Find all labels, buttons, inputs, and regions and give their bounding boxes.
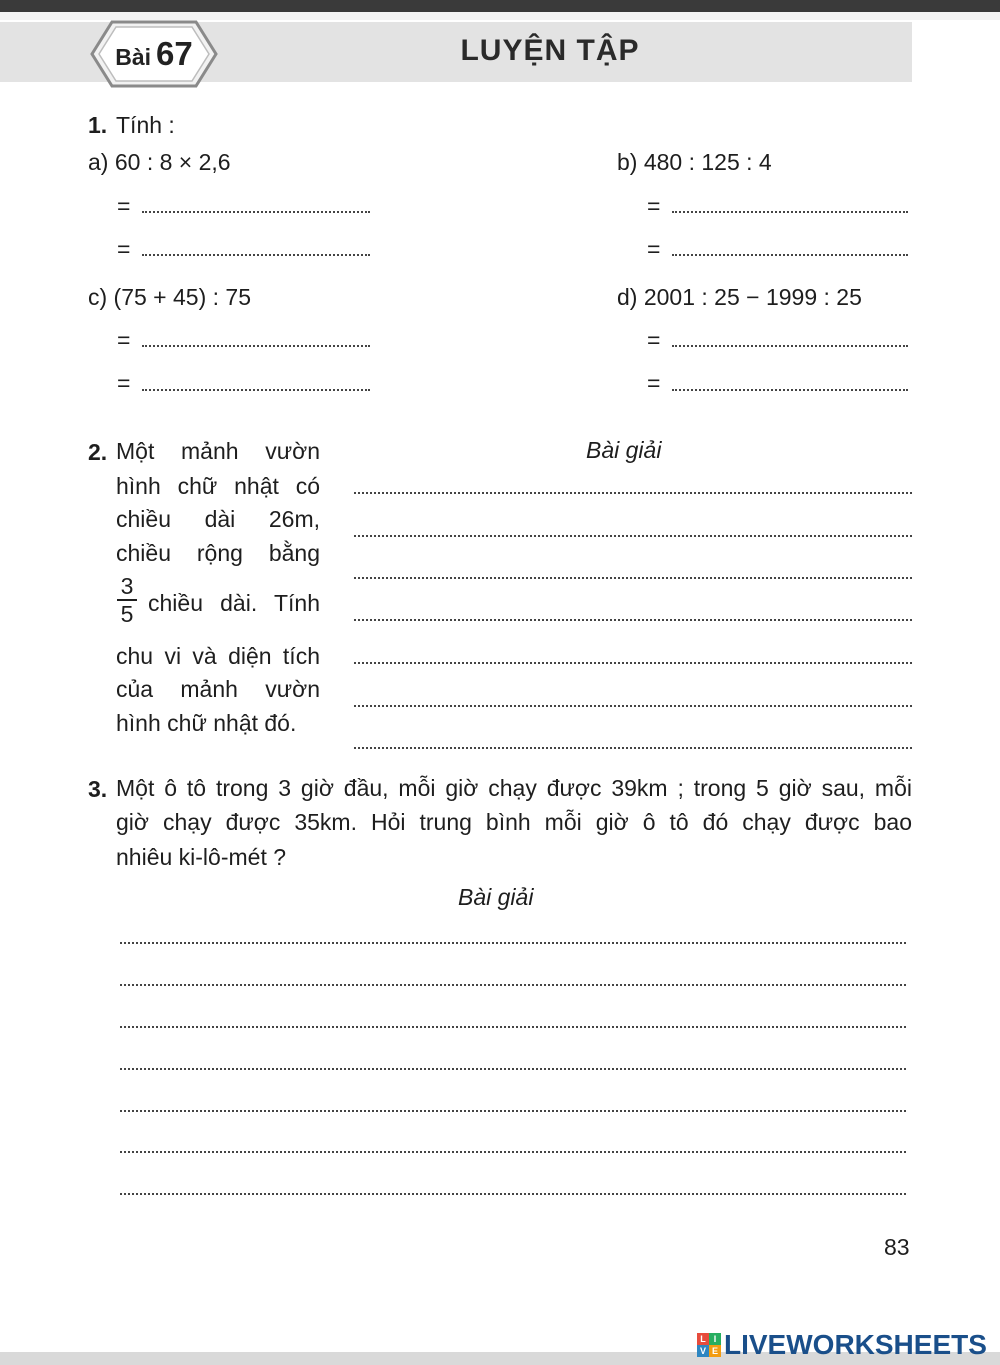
logo-icon-letter: I xyxy=(709,1333,721,1345)
ex1-b-answer-line-2[interactable] xyxy=(672,254,908,256)
ex2-answer-line-1[interactable] xyxy=(354,492,912,494)
logo-icon-letter: L xyxy=(697,1333,709,1345)
ex1-b-expression: b) 480 : 125 : 4 xyxy=(617,149,772,175)
ex2-text-line-1: Một mảnh vườn xyxy=(116,438,320,464)
ex1-d-eq-2: = xyxy=(647,370,661,396)
ex3-solution-label: Bài giải xyxy=(458,884,534,910)
ex1-number: 1. xyxy=(88,112,108,138)
ex1-d-expression: d) 2001 : 25 − 1999 : 25 xyxy=(617,284,862,310)
ex2-fraction-denominator: 5 xyxy=(120,601,134,627)
ex2-number: 2. xyxy=(88,439,108,465)
logo-icon-letter: E xyxy=(709,1345,721,1357)
ex3-number: 3. xyxy=(88,776,108,802)
badge-number: 67 xyxy=(156,35,193,72)
ex3-answer-line-1[interactable] xyxy=(120,942,906,944)
ex2-answer-line-2[interactable] xyxy=(354,535,912,537)
ex3-text-line-1: Một ô tô trong 3 giờ đầu, mỗi giờ chạy được 39km ; trong 5 giờ sau, mỗi xyxy=(116,775,912,801)
ex3-answer-line-5[interactable] xyxy=(120,1110,906,1112)
ex2-answer-line-7[interactable] xyxy=(354,747,912,749)
ex1-a-eq-2: = xyxy=(117,236,131,262)
ex3-answer-line-3[interactable] xyxy=(120,1026,906,1028)
ex1-c-expression: c) (75 + 45) : 75 xyxy=(88,284,251,310)
ex2-text-line-3: chiều dài 26m, xyxy=(116,506,320,532)
ex2-text-line-4: chiều rộng bằng xyxy=(116,540,320,566)
ex3-text-line-2: giờ chạy được 35km. Hỏi trung bình mỗi giờ ô tô đó chạy được bao xyxy=(116,809,912,835)
ex2-fraction-numerator: 3 xyxy=(120,573,134,599)
ex3-answer-line-7[interactable] xyxy=(120,1193,906,1195)
ex1-a-answer-line-1[interactable] xyxy=(142,211,370,213)
ex1-a-eq-1: = xyxy=(117,193,131,219)
ex2-answer-line-5[interactable] xyxy=(354,662,912,664)
ex2-text-line-7: của mảnh vườn xyxy=(116,676,320,702)
ex1-c-eq-2: = xyxy=(117,370,131,396)
page-title: LUYỆN TẬP xyxy=(460,34,640,67)
ex2-answer-line-6[interactable] xyxy=(354,705,912,707)
ex1-d-answer-line-2[interactable] xyxy=(672,389,908,391)
ex2-text-line-8: hình chữ nhật đó. xyxy=(116,710,297,736)
ex1-b-answer-line-1[interactable] xyxy=(672,211,908,213)
ex3-answer-line-2[interactable] xyxy=(120,984,906,986)
ex1-a-expression: a) 60 : 8 × 2,6 xyxy=(88,149,231,175)
ex2-text-line-2: hình chữ nhật có xyxy=(116,473,320,499)
ex1-b-eq-2: = xyxy=(647,236,661,262)
ex3-text-line-3: nhiêu ki-lô-mét ? xyxy=(116,844,287,870)
liveworksheets-logo xyxy=(697,1328,987,1362)
badge-word: Bài xyxy=(115,43,152,70)
ex1-d-answer-line-1[interactable] xyxy=(672,345,908,347)
ex2-text-line-6: chu vi và diện tích xyxy=(116,643,320,669)
ex1-c-answer-line-1[interactable] xyxy=(142,345,370,347)
ex1-d-eq-1: = xyxy=(647,327,661,353)
page-number: 83 xyxy=(884,1234,910,1260)
ex2-fraction xyxy=(116,573,138,627)
ex3-answer-line-6[interactable] xyxy=(120,1151,906,1153)
liveworksheets-logo-icon xyxy=(697,1333,721,1357)
ex3-answer-line-4[interactable] xyxy=(120,1068,906,1070)
ex1-prompt: Tính : xyxy=(116,112,175,138)
ex2-solution-label: Bài giải xyxy=(586,437,662,463)
ex1-c-answer-line-2[interactable] xyxy=(142,389,370,391)
liveworksheets-logo-text: LIVEWORKSHEETS xyxy=(724,1329,987,1360)
top-dark-bar xyxy=(0,0,1000,12)
ex2-answer-line-3[interactable] xyxy=(354,577,912,579)
ex1-b-eq-1: = xyxy=(647,193,661,219)
ex1-c-eq-1: = xyxy=(117,327,131,353)
ex2-answer-line-4[interactable] xyxy=(354,619,912,621)
ex2-text-line-5: chiều dài. Tính xyxy=(148,590,320,616)
logo-icon-letter: V xyxy=(697,1345,709,1357)
ex1-a-answer-line-2[interactable] xyxy=(142,254,370,256)
